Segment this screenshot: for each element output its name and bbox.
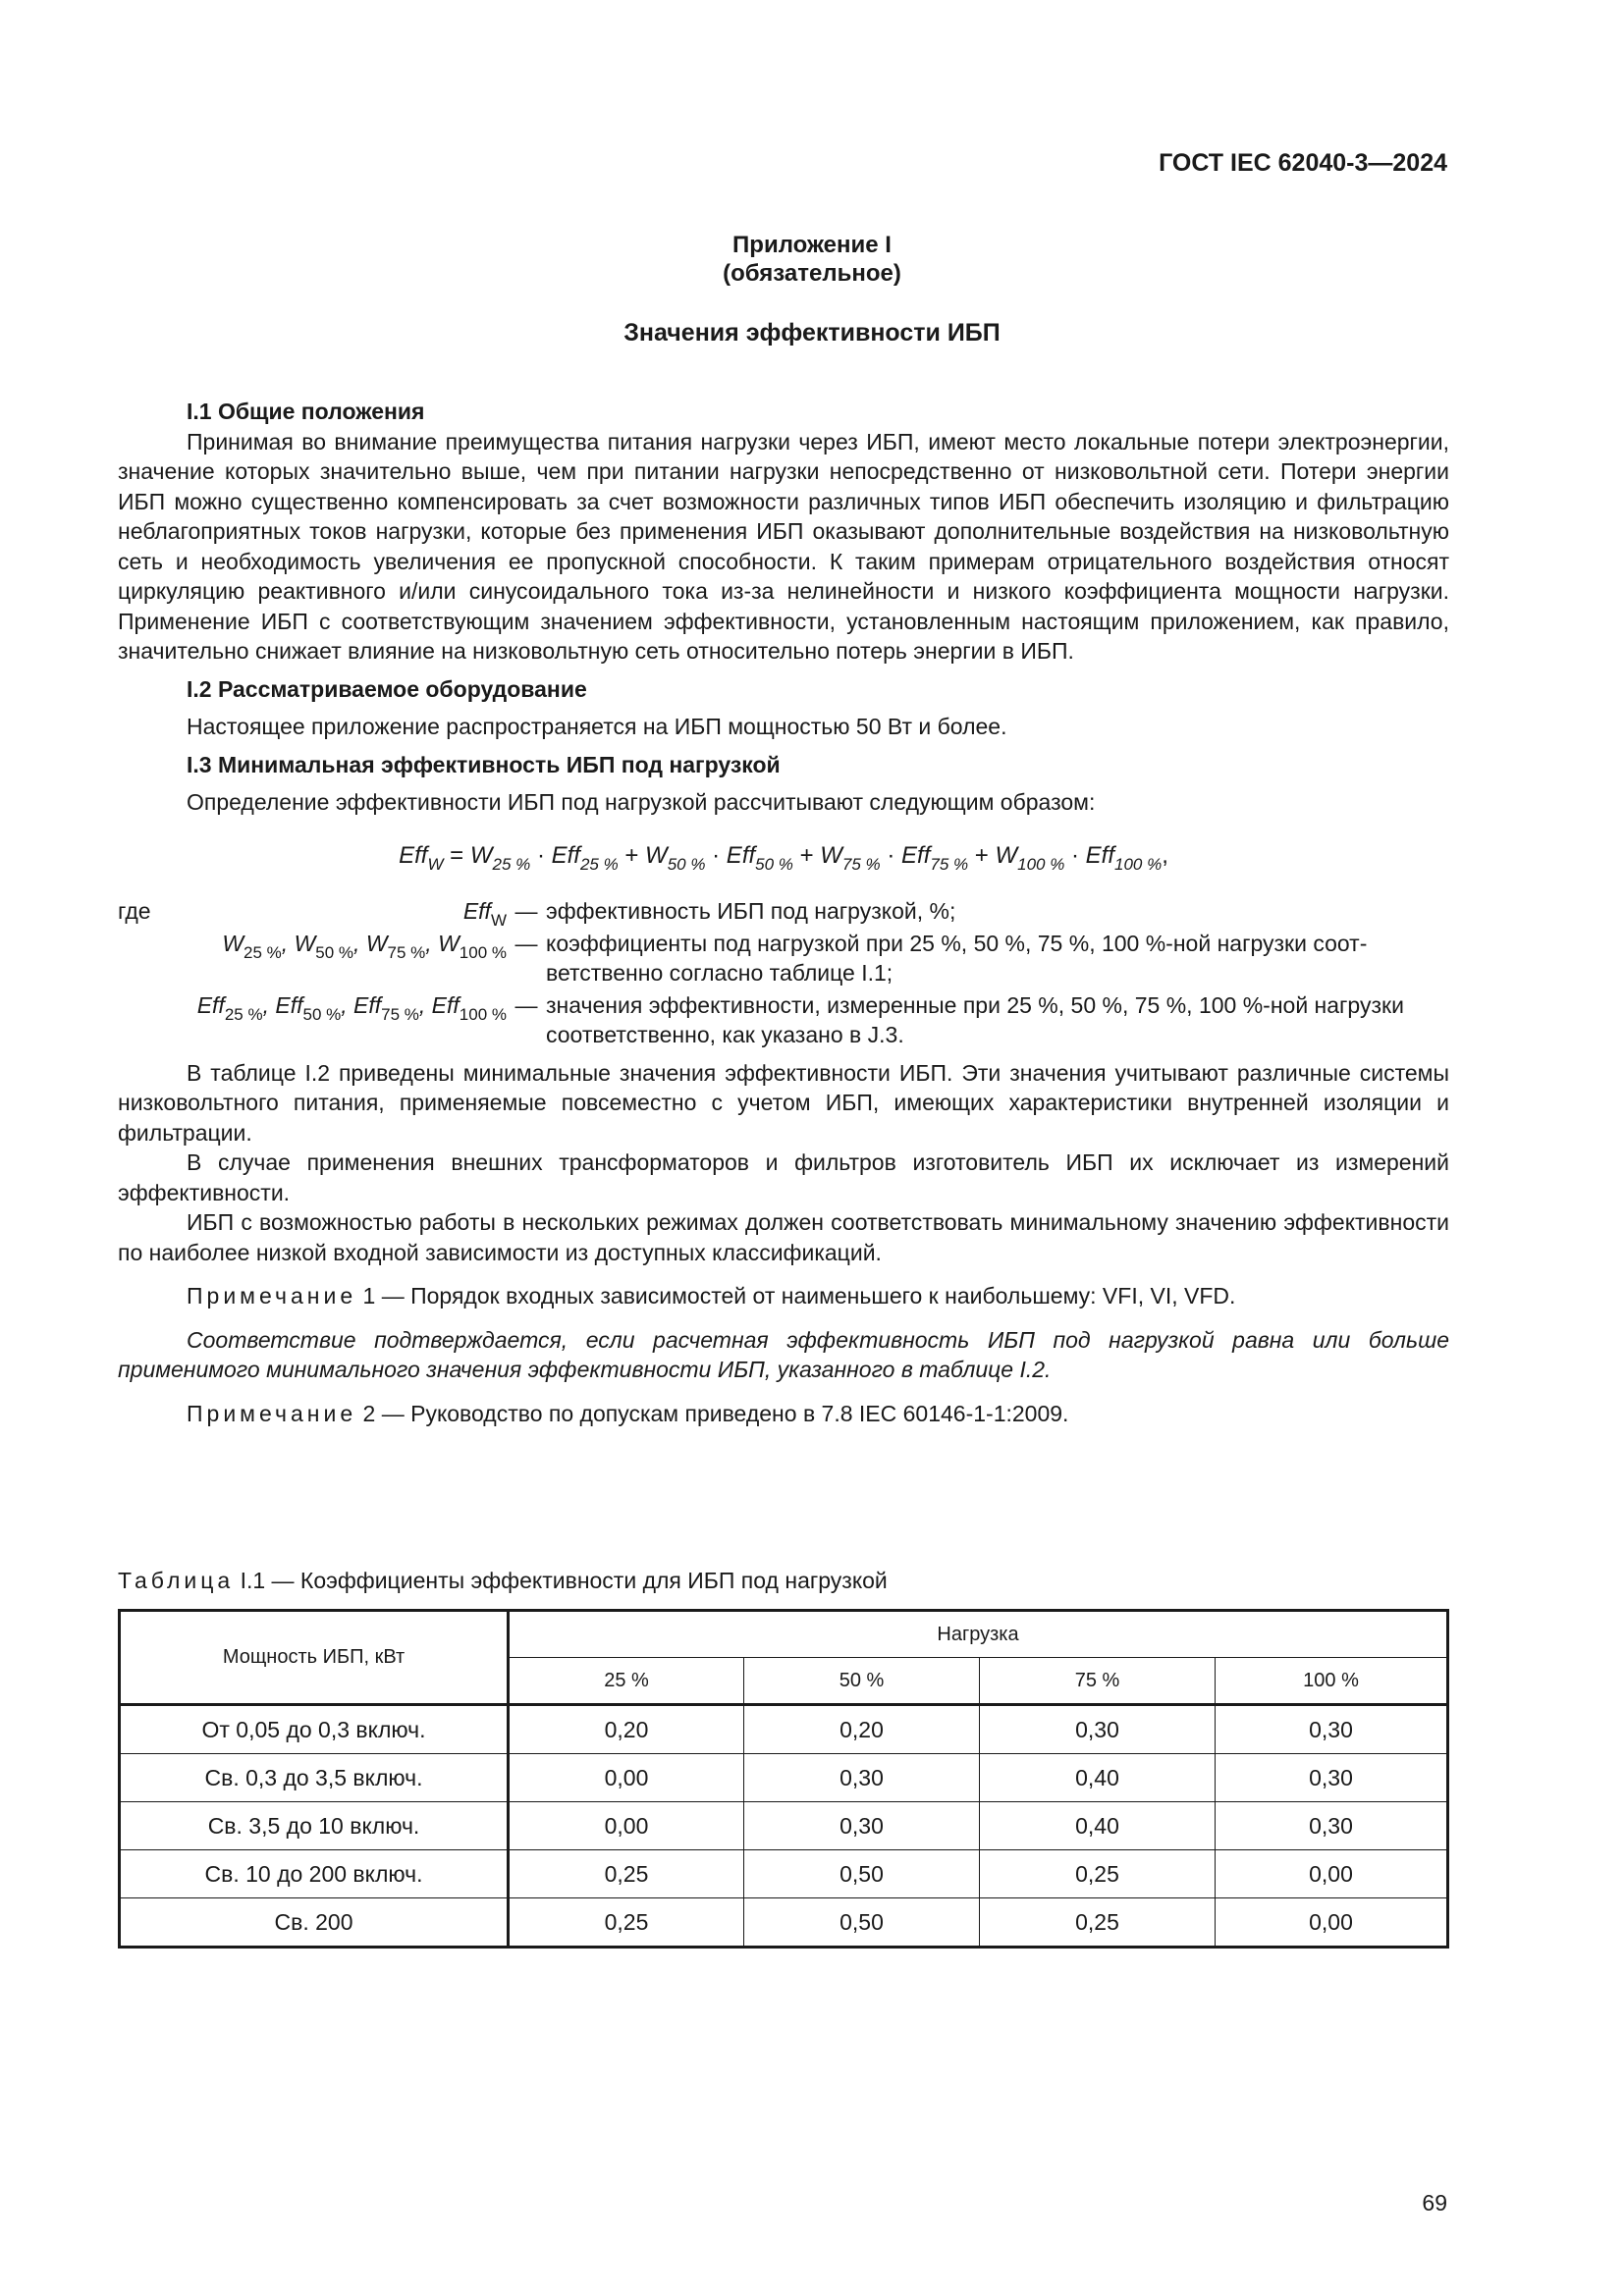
- where-label: где: [118, 898, 151, 924]
- efficiency-intro: Определение эффективности ИБП под нагрузкой рассчитывают следующим образом:: [187, 789, 1096, 815]
- compliance-statement: Соответствие подтверждается, если расчетная эффективность ИБП под нагрузкой равна или больше применимого минимального значения эффективности ИБП, указанного в таблице I.2.: [118, 1326, 1449, 1382]
- paragraph-table-i2: В таблице I.2 приведены минимальные значения эффективности ИБП. Эти значения учитывают различные системы низковольтного питания, применяемые повсеместно с учетом ИБП, имеющих характеристики внутренней изоляции и фильтрации.: [118, 1059, 1449, 1146]
- header-power: Мощность ИБП, кВт: [120, 1611, 509, 1705]
- coefficients-table: [118, 1609, 1449, 1949]
- annex-status: (обязательное): [723, 260, 901, 287]
- header-load-100: 100 %: [1216, 1658, 1448, 1705]
- def-term-weights: $W_{25 \%}$, $W_{50 \%}$, $W_{75 \%}$, $W_{100 \%}$: [222, 930, 507, 962]
- table-row: Св. 3,5 до 10 включ. 0,00 0,30 0,40 0,30: [120, 1802, 1448, 1850]
- page-number: 69: [1422, 2190, 1447, 2216]
- header-load-75: 75 %: [980, 1658, 1216, 1705]
- section-heading-scope: I.2 Рассматриваемое оборудование: [187, 675, 587, 702]
- table-row: Св. 0,3 до 3,5 включ. 0,00 0,30 0,40 0,30: [120, 1754, 1448, 1802]
- table-row: Св. 200 0,25 0,50 0,25 0,00: [120, 1898, 1448, 1948]
- header-load-50: 50 %: [744, 1658, 980, 1705]
- efficiency-formula: $Eff_W = W_{25 \%} \cdot Eff_{25 \%} + W_{50 \%} \cdot Eff_{50 \%} + W_{75 \%} \cdot Eff_{75 \%} + W_{100 \%} \cdot Eff_{100 \%}$,: [399, 841, 1168, 874]
- table-row: Св. 10 до 200 включ. 0,25 0,50 0,25 0,00: [120, 1850, 1448, 1898]
- note-1: Примечание 1 — Порядок входных зависимостей от наименьшего к наибольшему: VFI, VI, VFD.: [187, 1283, 1236, 1308]
- table-caption: Таблица I.1 — Коэффициенты эффективности для ИБП под нагрузкой: [118, 1568, 888, 1593]
- section-heading-min-efficiency: I.3 Минимальная эффективность ИБП под нагрузкой: [187, 751, 781, 777]
- def-term-effw: где Eff$_W$: [118, 898, 507, 930]
- annex-title: Приложение I: [732, 232, 892, 258]
- paragraph-multi-mode: ИБП с возможностью работы в нескольких режимах должен соответствовать минимальному значению эффективности по наиболее низкой входной зависимости из доступных классификаций.: [118, 1209, 1449, 1265]
- general-paragraph: Принимая во внимание преимущества питания нагрузки через ИБП, имеют место локальные потери электроэнергии, значение которых значительно выше, чем при питании нагрузки непосредственно от низковольтной сети. Потери энергии ИБП можно существенно компенсировать за счет возможности различных типов ИБП обеспечить изоляцию и фильтрацию неблагоприятных токов нагрузки, которые без применения ИБП оказывают дополнительные воздействия на низковольтную сеть и необходимость увеличения ее пропускной способности. К таким примерам отрицательного воздействия относят циркуляцию реактивного и/или синусоидального тока из-за нелинейности и низкого коэффициента мощности нагрузки. Применение ИБП с соответствующим значением эффективности, установленным настоящим приложением, как правило, значительно снижает влияние на низковольтную сеть относительно потерь энергии в ИБП.: [118, 428, 1449, 664]
- formula-definitions: где Eff$_W$ — эффективность ИБП под нагрузкой, %; $W_{25 \%}$, $W_{50 \%}$, $W_{75 \%}$, $W_{100 \%}$ — коэффициенты под нагрузкой при 25 %, 50 %, 75 %, 100 %-ной нагрузки соответственно согласно таблице I.1; Eff$_{25 \%}$, Eff$_{50 \%}$, Eff$_{75 \%}$, Eff$_{100 \%}$ — значения эффективности, измеренные при 25 %, 50 %, 75 %, 100 %-ной нагрузки соответственно, как указано в J.3.: [118, 896, 1449, 1050]
- table-row: От 0,05 до 0,3 включ. 0,20 0,20 0,30 0,30: [120, 1705, 1448, 1754]
- header-load-25: 25 %: [509, 1658, 744, 1705]
- scope-paragraph: Настоящее приложение распространяется на ИБП мощностью 50 Вт и более.: [187, 714, 1007, 739]
- document-body: [118, 397, 1449, 1442]
- paragraph-external-filters: В случае применения внешних трансформаторов и фильтров изготовитель ИБП их исключает из измерений эффективности.: [118, 1149, 1449, 1205]
- section-heading-general: I.1 Общие положения: [187, 399, 425, 424]
- document-code: ГОСТ IEC 62040-3—2024: [1159, 149, 1447, 177]
- note-2: Примечание 2 — Руководство по допускам приведено в 7.8 IEC 60146-1-1:2009.: [187, 1400, 1069, 1426]
- annex-heading: Значения эффективности ИБП: [623, 319, 1001, 347]
- def-text-weights: коэффициенты под нагрузкой при 25 %, 50 %, 75 %, 100 %-ной нагрузки соответственно согласно таблице I.1;: [546, 930, 1368, 986]
- def-term-eff-values: Eff$_{25 \%}$, Eff$_{50 \%}$, Eff$_{75 \%}$, Eff$_{100 \%}$: [196, 991, 507, 1024]
- def-text-effw: эффективность ИБП под нагрузкой, %;: [546, 898, 956, 924]
- def-text-eff-values: значения эффективности, измеренные при 25 %, 50 %, 75 %, 100 %-ной нагрузки соответственно, как указано в J.3.: [546, 991, 1404, 1047]
- header-load: Нагрузка: [509, 1611, 1448, 1658]
- annex-title-block: [0, 231, 1624, 288]
